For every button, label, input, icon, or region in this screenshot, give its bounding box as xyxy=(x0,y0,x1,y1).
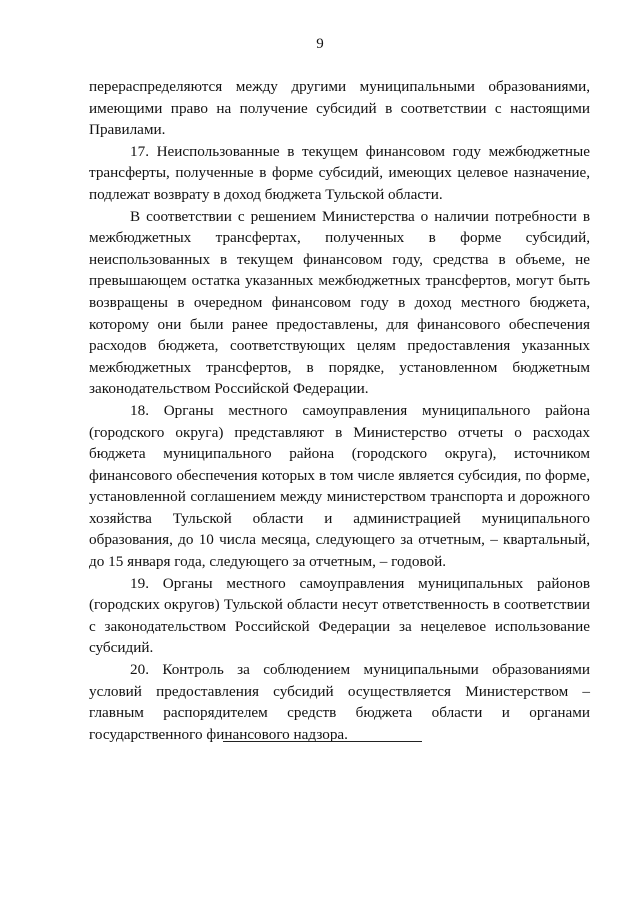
page-number: 9 xyxy=(316,36,324,52)
paragraph-continuation: перераспределяются между другими муниципальными образованиями, имеющими право на получение субсидий в соответствии с настоящими Правилами. xyxy=(89,78,590,139)
paragraph-return-funds: В соответствии с решением Министерства о наличии потребности в межбюджетных трансфертах, полученных в форме субсидий, неиспользованных в текущем финансовом году, средства в объеме, не превышающем остатка указанных межбюджетных трансфертов, могут быть возвращены в очередном финансовом году в доход местного бюджета, которому они были ранее предоставлены, для финансового обеспечения расходов бюджета, соответствующих целям предоставления указанных межбюджетных трансфертов, в порядке, установленном бюджетным законодательством Российской Федерации. xyxy=(89,207,590,398)
closing-divider-line xyxy=(223,741,422,742)
paragraph-17: 17. Неиспользованные в текущем финансовом году межбюджетные трансферты, полученные в форме субсидий, имеющих целевое назначение, подлежат возврату в доход бюджета Тульской области. xyxy=(89,142,590,203)
paragraph-18: 18. Органы местного самоуправления муниципального района (городского округа) представляют в Министерство отчеты о расходах бюджета муниципального района (городского округа), источником финансового обеспечения которых в том числе является субсидия, по форме, установленной соглашением между министерством транспорта и дорожного хозяйства Тульской области и администрацией муниципального образования, до 10 числа месяца, следующего за отчетным, – квартальный, до 15 января года, следующего за отчетным, – годовой. xyxy=(89,401,590,571)
paragraph-19: 19. Органы местного самоуправления муниципальных районов (городских округов) Тульской области несут ответственность в соответствии с законодательством Российской Федерации за нецелевое использование субсидий. xyxy=(89,574,590,657)
paragraph-20: 20. Контроль за соблюдением муниципальными образованиями условий предоставления субсидий осуществляется Министерством – главным распорядителем средств бюджета области и органами государственного финансового надзора. xyxy=(89,661,590,743)
document-body xyxy=(89,76,590,745)
